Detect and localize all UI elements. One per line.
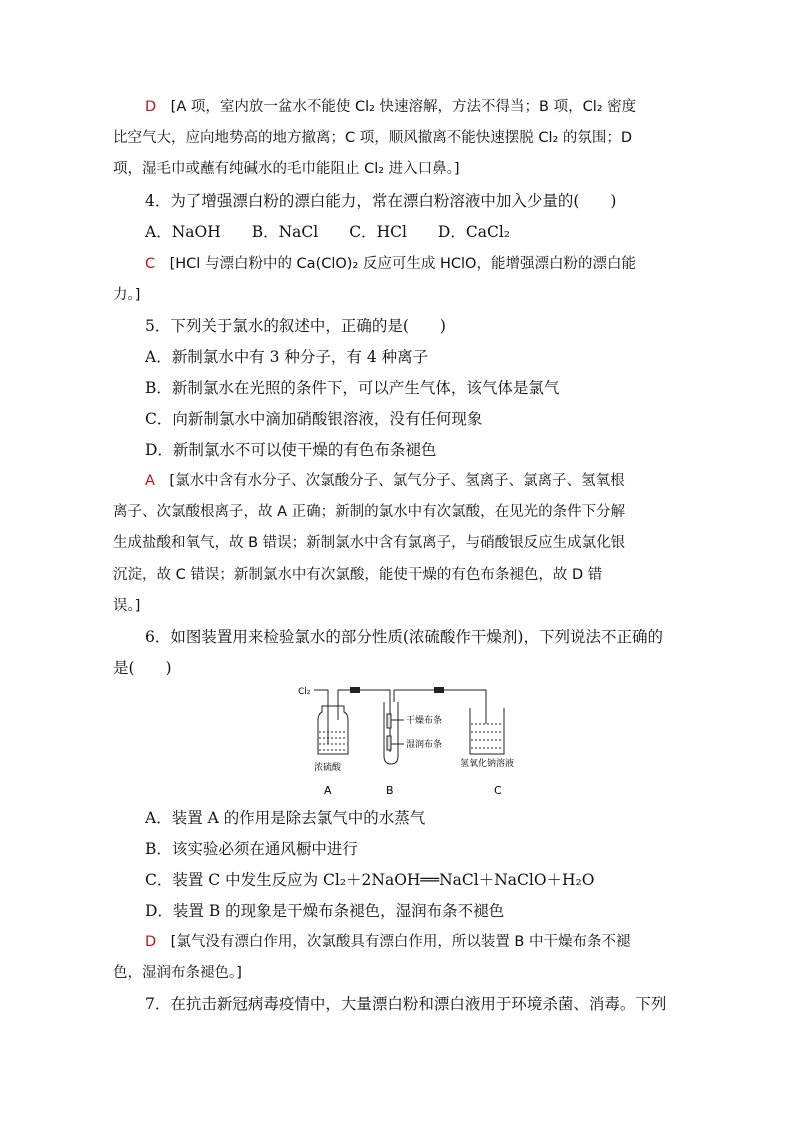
q6-option-b: B．该实验必须在通风橱中进行 bbox=[145, 840, 358, 858]
q5-explanation-line3: 生成盐酸和氧气，故 B 错误；新制氯水中含有氯离子，与硝酸银反应生成氯化银 bbox=[113, 535, 626, 551]
answer-letter: D bbox=[145, 99, 157, 115]
dry-strip-label: 干燥布条 bbox=[406, 716, 443, 726]
q5-explanation-line5: 误。] bbox=[113, 598, 141, 614]
connector-a-b bbox=[338, 690, 390, 702]
answer-letter: A bbox=[145, 473, 155, 489]
tube-clamp bbox=[434, 687, 444, 693]
q6-option-d: D．装置 B 的现象是干燥布条褪色，湿润布条不褪色 bbox=[145, 902, 505, 920]
explanation-text: [A 项，室内放一盆水不能使 Cl₂ 快速溶解，方法不得当；B 项，Cl₂ 密度 bbox=[170, 99, 637, 115]
tube-b bbox=[384, 702, 398, 764]
q5-option-b: B．新制氯水在光照的条件下，可以产生气体，该气体是氯气 bbox=[145, 379, 560, 397]
q6-stem-line2: 是( ) bbox=[113, 659, 172, 677]
explanation-text: [HCl 与漂白粉中的 Ca(ClO)₂ 反应可生成 HClO，能增强漂白粉的漂白能 bbox=[169, 256, 636, 272]
q3-explanation-line1 bbox=[145, 97, 636, 117]
tube-clamp bbox=[350, 687, 360, 693]
q7-stem-line1: 7．在抗击新冠病毒疫情中，大量漂白粉和漂白液用于环境杀菌、消毒。下列 bbox=[145, 995, 667, 1013]
q4-options: A．NaOH B．NaCl C．HCl D．CaCl₂ bbox=[145, 223, 510, 241]
q6-explanation-line1 bbox=[145, 932, 631, 952]
explanation-text: [氯水中含有水分子、次氯酸分子、氯气分子、氢离子、氯离子、氢氧根 bbox=[169, 473, 625, 489]
q5-explanation-line2: 离子、次氯酸根离子，故 A 正确；新制的氯水中有次氯酸，在见光的条件下分解 bbox=[113, 504, 626, 520]
q4-explanation-line1 bbox=[145, 254, 636, 274]
answer-letter: C bbox=[145, 256, 156, 272]
explanation-text: [氯气没有漂白作用，次氯酸具有漂白作用，所以装置 B 中干燥布条不褪 bbox=[170, 934, 631, 950]
q4-stem: 4．为了增强漂白粉的漂白能力，常在漂白粉溶液中加入少量的( ) bbox=[145, 192, 617, 210]
q5-stem: 5．下列关于氯水的叙述中，正确的是( ) bbox=[145, 317, 446, 335]
beaker-c bbox=[470, 708, 504, 754]
q3-explanation-line2: 比空气大，应向地势高的地方撤离；C 项，顺风撤离不能快速摆脱 Cl₂ 的氛围；D bbox=[113, 130, 633, 146]
q5-explanation-line4: 沉淀，故 C 错误；新制氯水中有次氯酸，能使干燥的有色布条褪色，故 D 错 bbox=[113, 567, 603, 583]
label-c: C bbox=[494, 784, 502, 797]
wet-strip-label: 湿润布条 bbox=[406, 740, 443, 750]
naoh-label: 氢氧化钠溶液 bbox=[460, 759, 515, 769]
q5-explanation-line1 bbox=[145, 471, 625, 491]
q6-option-a: A．装置 A 的作用是除去氯气中的水蒸气 bbox=[145, 809, 426, 827]
apparatus-figure bbox=[290, 684, 540, 804]
q6-stem-line1: 6．如图装置用来检验氯水的部分性质(浓硫酸作干燥剂)，下列说法不正确的 bbox=[145, 628, 663, 646]
cl2-label: Cl₂ bbox=[298, 687, 311, 697]
bottle-a bbox=[318, 706, 348, 754]
q5-option-c: C．向新制氯水中滴加硝酸银溶液，没有任何现象 bbox=[145, 410, 483, 428]
q5-option-a: A．新制氯水中有 3 种分子，有 4 种离子 bbox=[145, 348, 429, 366]
inlet-pipe bbox=[314, 690, 328, 706]
q3-explanation-line3: 项，湿毛巾或蘸有纯碱水的毛巾能阻止 Cl₂ 进入口鼻。] bbox=[113, 161, 460, 177]
q6-explanation-line2: 色，湿润布条褪色。] bbox=[113, 965, 242, 981]
q5-option-d: D．新制氯水不可以使干燥的有色布条褪色 bbox=[145, 441, 437, 459]
label-a: A bbox=[324, 784, 332, 797]
answer-letter: D bbox=[145, 934, 157, 950]
label-b: B bbox=[386, 784, 394, 797]
acid-label: 浓硫酸 bbox=[314, 763, 342, 773]
q4-explanation-line2: 力。] bbox=[113, 287, 141, 303]
q6-option-c: C．装置 C 中发生反应为 Cl₂＋2NaOH══NaCl＋NaClO＋H₂O bbox=[145, 871, 595, 889]
